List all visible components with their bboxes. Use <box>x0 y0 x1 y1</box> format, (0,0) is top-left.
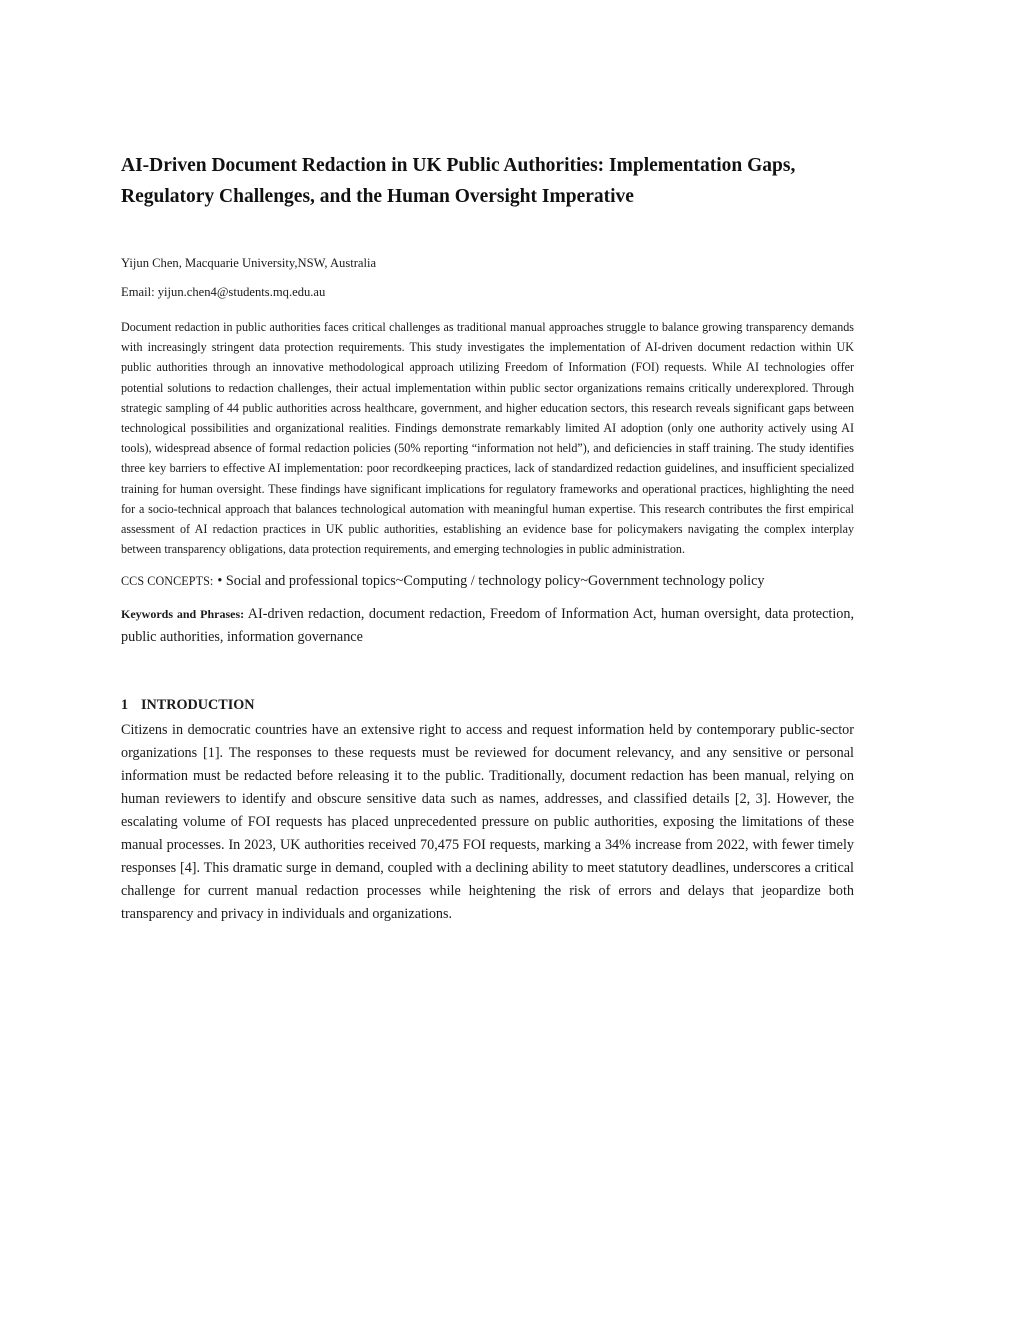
introduction-paragraph: Citizens in democratic countries have an extensive right to access and request information held by contemporary public-sector organizations [1]. The responses to these requests must be reviewed for document relevancy, and any sensitive or personal information must be redacted before releasing it to the public. Traditionally, document redaction has been manual, relying on human reviewers to identify and obscure sensitive data such as names, addresses, and classified details [2, 3]. However, the escalating volume of FOI requests has placed unprecedented pressure on public authorities, exposing the limitations of these manual processes. In 2023, UK authorities received 70,475 FOI requests, marking a 34% increase from 2022, with fewer timely responses [4]. This dramatic surge in demand, coupled with a declining ability to meet statutory deadlines, underscores a critical challenge for current manual redaction processes while heightening the risk of errors and delays that jeopardize both transparency and privacy in individuals and organizations. <box>121 722 854 922</box>
paper-page <box>121 150 854 926</box>
abstract: Document redaction in public authorities faces critical challenges as traditional manual approaches struggle to balance growing transparency demands with increasingly stringent data protection requirements. This study investigates the implementation of AI-driven document redaction within UK public authorities through an innovative methodological approach utilizing Freedom of Information (FOI) requests. While AI technologies offer potential solutions to redaction challenges, their actual implementation within public sector organizations remains critically underexplored. Through strategic sampling of 44 public authorities across healthcare, government, and higher education sectors, this research reveals significant gaps between technological possibilities and organizational realities. Findings demonstrate remarkably limited AI adoption (only one authority actively using AI tools), widespread absence of formal redaction policies (50% reporting “information not held”), and deficiencies in staff training. The study identifies three key barriers to effective AI implementation: poor recordkeeping practices, lack of standardized redaction guidelines, and insufficient specialized training for human oversight. These findings have significant implications for regulatory frameworks and operational practices, highlighting the need for a socio-technical approach that balances technological automation with meaningful human expertise. This research contributes the first empirical assessment of AI redaction practices in UK public authorities, establishing an evidence base for policymakers navigating the complex interplay between transparency obligations, data protection requirements, and emerging technologies in public administration. <box>121 320 854 557</box>
ccs-text: • Social and professional topics~Computing / technology policy~Government technology policy <box>217 573 765 590</box>
ccs-label: CCS CONCEPTS: <box>121 574 214 589</box>
section-heading-introduction <box>121 695 854 715</box>
section-title: INTRODUCTION <box>141 697 255 714</box>
keywords-text: AI-driven redaction, document redaction, Freedom of Information Act, human oversight, data protection, public authorities, information governance <box>121 606 854 645</box>
paper-title: AI-Driven Document Redaction in UK Public Authorities: Implementation Gaps, Regulatory Challenges, and the Human Oversight Imperative <box>121 155 796 207</box>
author-line: Yijun Chen, Macquarie University,NSW, Australia <box>121 256 377 270</box>
keywords <box>121 603 854 648</box>
section-number: 1 <box>121 697 129 714</box>
ccs-concepts <box>121 571 854 591</box>
keywords-label: Keywords and Phrases: <box>121 607 245 622</box>
email-line: Email: yijun.chen4@students.mq.edu.au <box>121 285 326 299</box>
